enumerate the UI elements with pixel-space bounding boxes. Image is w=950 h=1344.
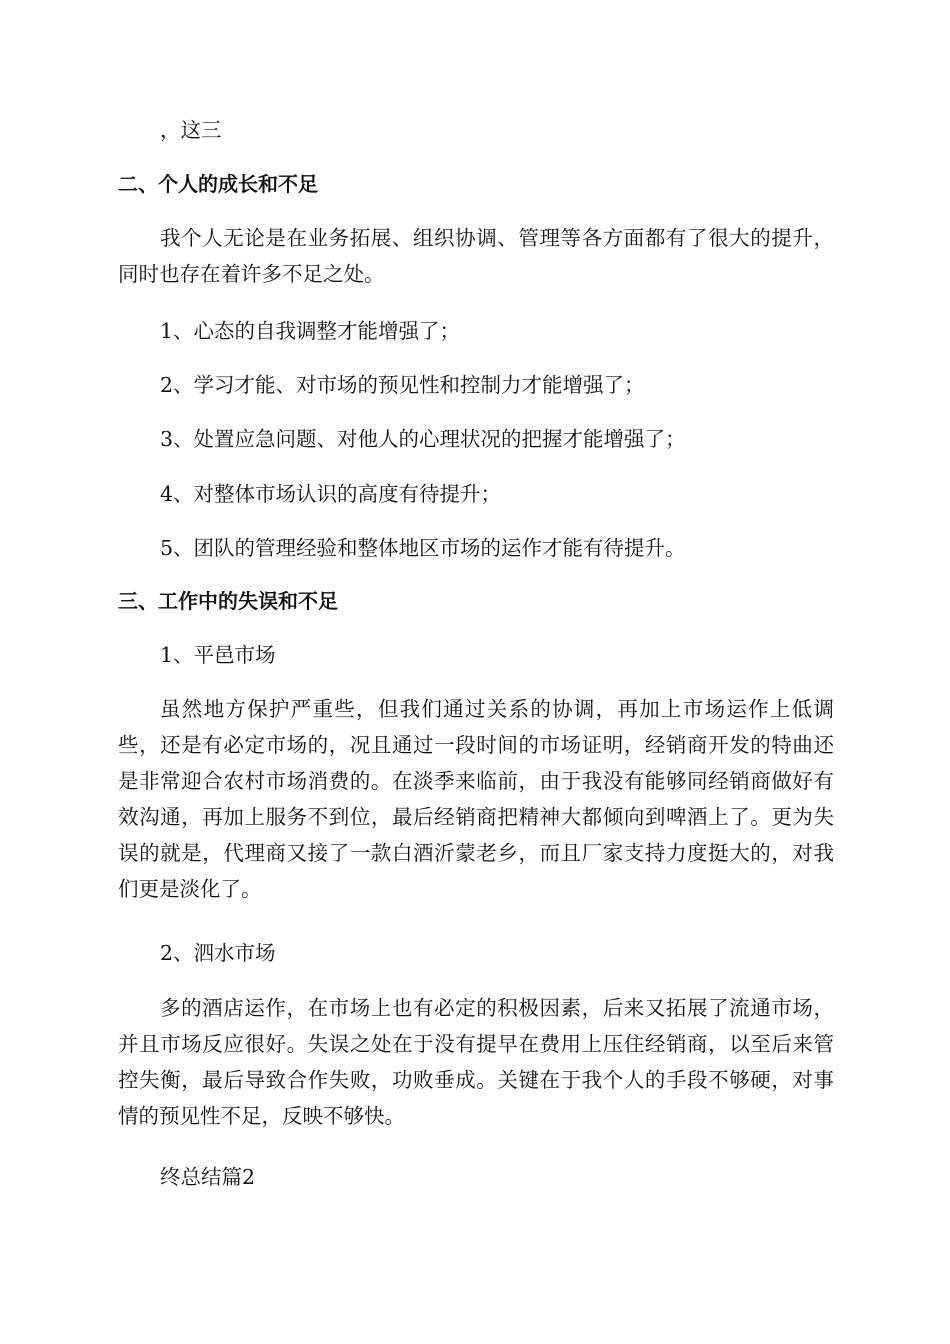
subsection-title-sishui: 2、泗水市场 bbox=[160, 941, 276, 965]
list-item: 3、处置应急问题、对他人的心理状况的把握才能增强了； bbox=[160, 427, 686, 451]
list-item: 1、心态的自我调整才能增强了； bbox=[160, 319, 461, 343]
text-fragment: ，这三 bbox=[160, 118, 222, 142]
subsection-body-sishui: 多的酒店运作，在市场上也有必定的积极因素，后来又拓展了流通市场，并且市场反应很好。失误之处在于没有提早在费用上压住经销商，以至后来管控失衡，最后导致合作失败，功败垂成。关键在于我个人的手段不够硬，对事情的预见性不足，反映不够快。 bbox=[118, 996, 834, 1128]
section-heading-personal-growth: 二、个人的成长和不足 bbox=[118, 172, 318, 196]
section-intro-paragraph: 我个人无论是在业务拓展、组织协调、管理等各方面都有了很大的提升，同时也存在着许多不足之处。 bbox=[118, 226, 834, 286]
list-item: 4、对整体市场认识的高度有待提升； bbox=[160, 482, 502, 506]
subsection-title-pingyi: 1、平邑市场 bbox=[160, 643, 276, 667]
section-heading-mistakes: 三、工作中的失误和不足 bbox=[118, 589, 338, 613]
subsection-body-pingyi: 虽然地方保护严重些，但我们通过关系的协调，再加上市场运作上低调些，还是有必定市场的，况且通过一段时间的市场证明，经销商开发的特曲还是非常迎合农村市场消费的。在淡季来临前，由于我没有能够同经销商做好有效沟通，再加上服务不到位，最后经销商把精神大都倾向到啤酒上了。更为失误的就是，代理商又接了一款白酒沂蒙老乡，而且厂家支持力度挺大的，对我们更是淡化了。 bbox=[118, 697, 834, 901]
list-item: 2、学习才能、对市场的预见性和控制力才能增强了； bbox=[160, 373, 645, 397]
list-item: 5、团队的管理经验和整体地区市场的运作才能有待提升。 bbox=[160, 536, 686, 560]
closing-title: 终总结篇2 bbox=[160, 1165, 256, 1189]
